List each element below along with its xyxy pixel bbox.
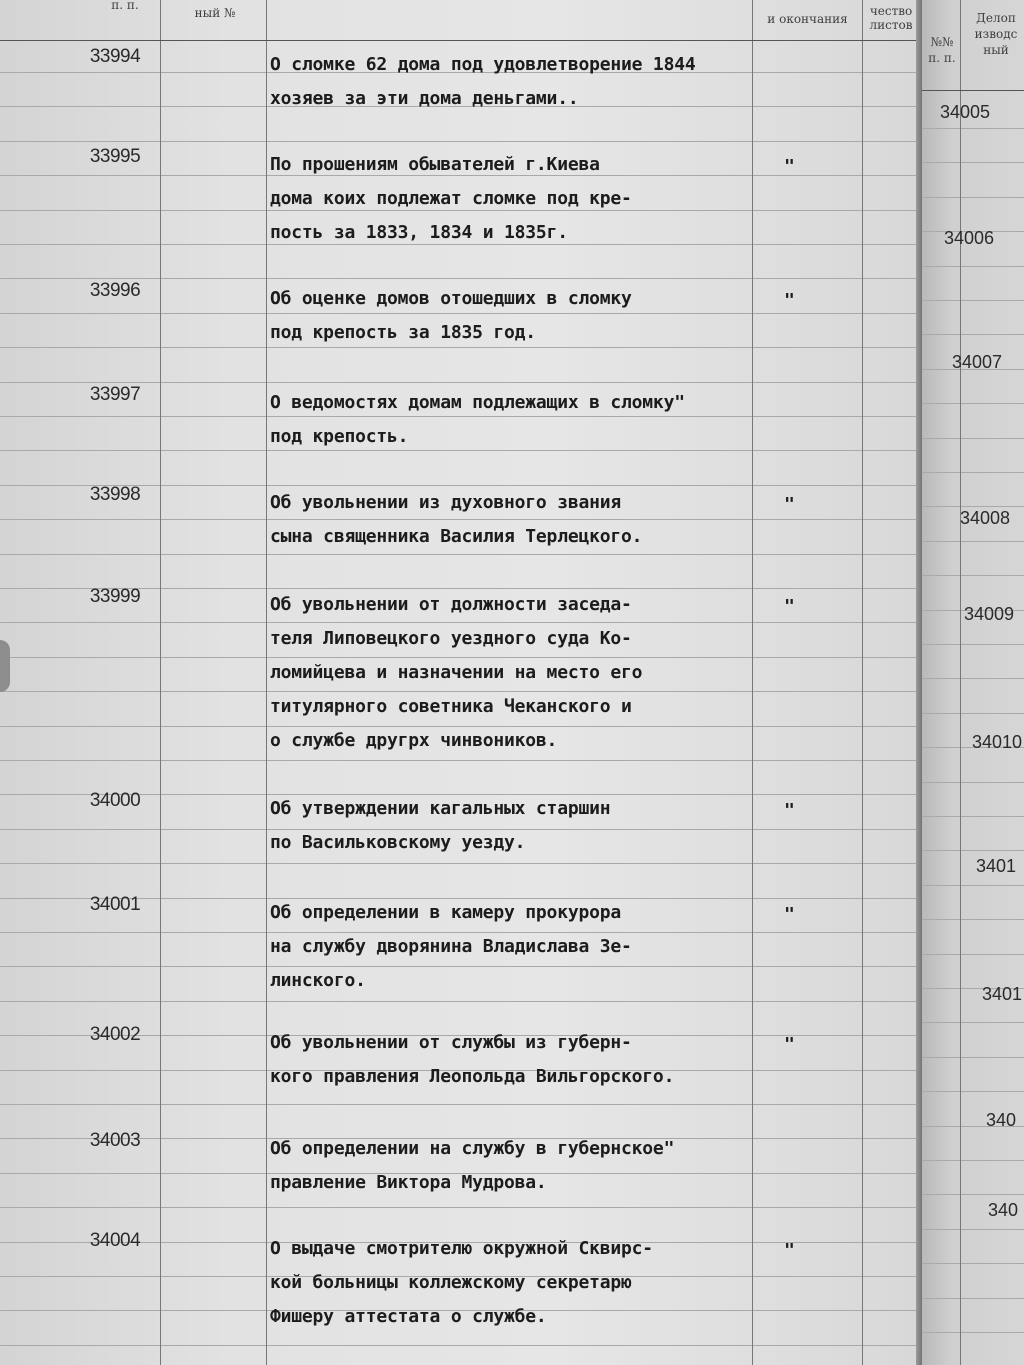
entry-ditto-mark: " [784, 904, 795, 925]
right-ruled-line [922, 1022, 1024, 1023]
right-ruled-line [922, 644, 1024, 645]
ruled-line [0, 141, 922, 142]
right-ruled-line [922, 300, 1024, 301]
entry-title: По прошениям обывателей г.Киева дома коих подлежат сломке под кре- пость за 1833, 1834 и 1835г. [270, 154, 632, 243]
right-ruled-line [922, 506, 1024, 507]
entry-number: 33995 [89, 146, 141, 167]
right-ruled-line [922, 1298, 1024, 1299]
right-entry-number: 3401 [976, 856, 1017, 876]
right-ruled-line [922, 575, 1024, 576]
right-ruled-line [922, 954, 1024, 955]
entry-ditto-mark: " [784, 494, 795, 515]
right-ruled-line [922, 1194, 1024, 1195]
entry-title: Об определении на службу в губернское" правление Виктора Мудрова. [270, 1138, 675, 1193]
right-ruled-line [922, 128, 1024, 129]
ruled-line [0, 1104, 922, 1105]
entry-number: 34004 [89, 1230, 141, 1251]
entry-title: Об определении в камеру прокурора на службу дворянина Владислава Зе- линского. [270, 902, 632, 991]
entry-title: О сломке 62 дома под удовлетворение 1844 хозяев за эти дома деньгами.. [270, 54, 696, 109]
entry-ditto-mark: " [784, 1240, 795, 1261]
right-header-col-del: Делоп изводс ный [974, 11, 1018, 57]
entry-title: Об утверждении кагальных старшин по Васильковскому уезду. [270, 798, 611, 853]
ruled-line [0, 554, 922, 555]
right-ruled-line [922, 850, 1024, 851]
right-ruled-line [922, 266, 1024, 267]
entry-number: 33998 [89, 484, 141, 505]
entry-number: 33999 [89, 586, 141, 607]
right-ruled-line [922, 713, 1024, 714]
right-entry-number: 34006 [944, 228, 995, 248]
right-ruled-line [922, 162, 1024, 163]
right-entry-number: 3401 [982, 984, 1023, 1004]
right-entry-number: 340 [988, 1200, 1019, 1220]
right-ruled-line [922, 1229, 1024, 1230]
entry-ditto-mark: " [784, 1034, 795, 1055]
entry-number: 34003 [89, 1130, 141, 1151]
ruled-line [0, 1001, 922, 1002]
header-col-reg: ный № [194, 6, 236, 20]
ruled-line [0, 382, 922, 383]
entry-title: О выдаче смотрителю окружной Сквирс- кой больницы коллежскому секретарю Фишеру аттестата о службе. [270, 1238, 653, 1327]
right-ruled-line [922, 678, 1024, 679]
column-divider-2 [266, 0, 267, 1365]
right-header-col-pp: №№ п. п. [928, 35, 956, 65]
right-ruled-line [922, 472, 1024, 473]
header-bottom-line [0, 40, 922, 41]
right-page [922, 0, 1024, 1365]
right-entry-number: 340 [986, 1110, 1017, 1130]
right-ruled-line [922, 919, 1024, 920]
right-ruled-line [922, 1160, 1024, 1161]
header-col-pp: п. п. [111, 0, 139, 12]
header-col-sheets: чество листов [869, 4, 913, 32]
right-ruled-line [922, 334, 1024, 335]
entry-title: Об оценке домов отошедших в сломку под крепость за 1835 год. [270, 288, 632, 343]
header-col-dates: и окончания [767, 12, 848, 26]
right-ruled-line [922, 885, 1024, 886]
right-ruled-line [922, 816, 1024, 817]
right-entry-number: 34009 [964, 604, 1015, 624]
entry-title: Об увольнении от службы из губерн- кого правления Леопольда Вильгорского. [270, 1032, 675, 1087]
entry-number: 33997 [89, 384, 141, 405]
entry-ditto-mark: " [784, 800, 795, 821]
ruled-line [0, 1207, 922, 1208]
entry-title: О ведомостях домам подлежащих в сломку" под крепость. [270, 392, 685, 447]
right-entry-number: 34008 [960, 508, 1011, 528]
right-ruled-line [922, 1332, 1024, 1333]
entry-ditto-mark: " [784, 156, 795, 177]
right-header-line [922, 90, 1024, 91]
right-ruled-line [922, 438, 1024, 439]
entry-number: 33994 [89, 46, 141, 67]
entry-title: Об увольнении из духовного звания сына священника Василия Терлецкого. [270, 492, 643, 547]
ruled-line [0, 278, 922, 279]
column-divider-4 [862, 0, 863, 1365]
ruled-line [0, 863, 922, 864]
column-divider-1 [160, 0, 161, 1365]
right-entry-number: 34007 [952, 352, 1003, 372]
finger-shadow [0, 640, 10, 692]
right-ruled-line [922, 1057, 1024, 1058]
ruled-line [0, 1345, 922, 1346]
entry-number: 34002 [89, 1024, 141, 1045]
entry-ditto-mark: " [784, 290, 795, 311]
ruled-line [0, 760, 922, 761]
entry-ditto-mark: " [784, 596, 795, 617]
entry-number: 34001 [89, 894, 141, 915]
right-ruled-line [922, 782, 1024, 783]
right-ruled-line [922, 403, 1024, 404]
right-ruled-line [922, 541, 1024, 542]
right-ruled-line [922, 1091, 1024, 1092]
entry-number: 33996 [89, 280, 141, 301]
right-column-divider [960, 0, 961, 1365]
right-ruled-line [922, 197, 1024, 198]
right-entry-number: 34005 [940, 102, 991, 122]
right-ruled-line [922, 1263, 1024, 1264]
entry-title: Об увольнении от должности заседа- теля Липовецкого уездного суда Ко- ломийцева и назначении на место его титулярного советника Чеканского и о службе другрх чинвоников. [270, 594, 643, 751]
entry-number: 34000 [89, 790, 141, 811]
right-entry-number: 34010 [972, 732, 1023, 752]
